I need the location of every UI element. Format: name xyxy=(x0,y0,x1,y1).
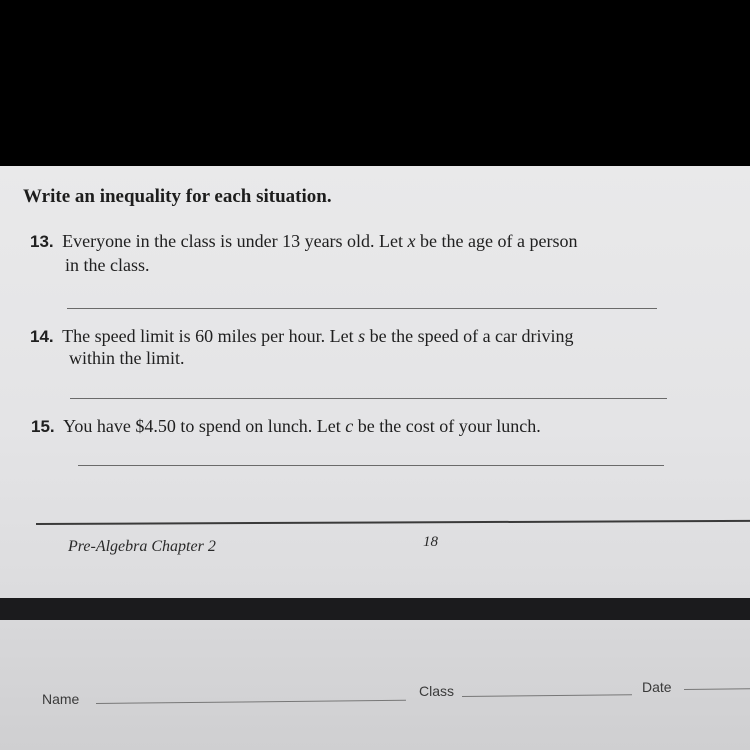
answer-line-15[interactable] xyxy=(78,465,664,466)
class-label: Class xyxy=(419,683,455,699)
question-text-start: Everyone in the class is under 13 years old. Let xyxy=(62,231,408,251)
question-variable: c xyxy=(345,416,354,436)
question-text-end: be the cost of your lunch. xyxy=(353,416,541,436)
question-13 xyxy=(30,231,578,275)
question-text-continued: within the limit. xyxy=(69,348,185,368)
question-variable: x xyxy=(407,231,416,251)
question-text-end: be the speed of a car driving xyxy=(365,326,574,346)
answer-line-14[interactable] xyxy=(70,398,667,399)
footer-page-number: 18 xyxy=(423,534,438,550)
question-number: 15. xyxy=(31,417,55,436)
question-text-start: You have $4.50 to spend on lunch. Let xyxy=(63,416,346,436)
question-variable: s xyxy=(358,326,366,346)
date-label: Date xyxy=(642,679,672,695)
question-number: 13. xyxy=(30,232,54,251)
question-text-start: The speed limit is 60 miles per hour. Let xyxy=(62,326,359,346)
footer-book-title: Pre-Algebra Chapter 2 xyxy=(68,538,216,555)
question-14 xyxy=(30,326,574,368)
question-15 xyxy=(31,416,541,437)
name-label: Name xyxy=(42,691,80,707)
question-text-end: be the age of a person xyxy=(415,231,578,251)
answer-line-13[interactable] xyxy=(67,308,657,309)
question-number: 14. xyxy=(30,327,54,346)
page-gap xyxy=(0,598,750,620)
next-worksheet-page xyxy=(0,620,750,750)
instructions-heading: Write an inequality for each situation. xyxy=(23,186,332,207)
question-text-continued: in the class. xyxy=(65,255,150,275)
